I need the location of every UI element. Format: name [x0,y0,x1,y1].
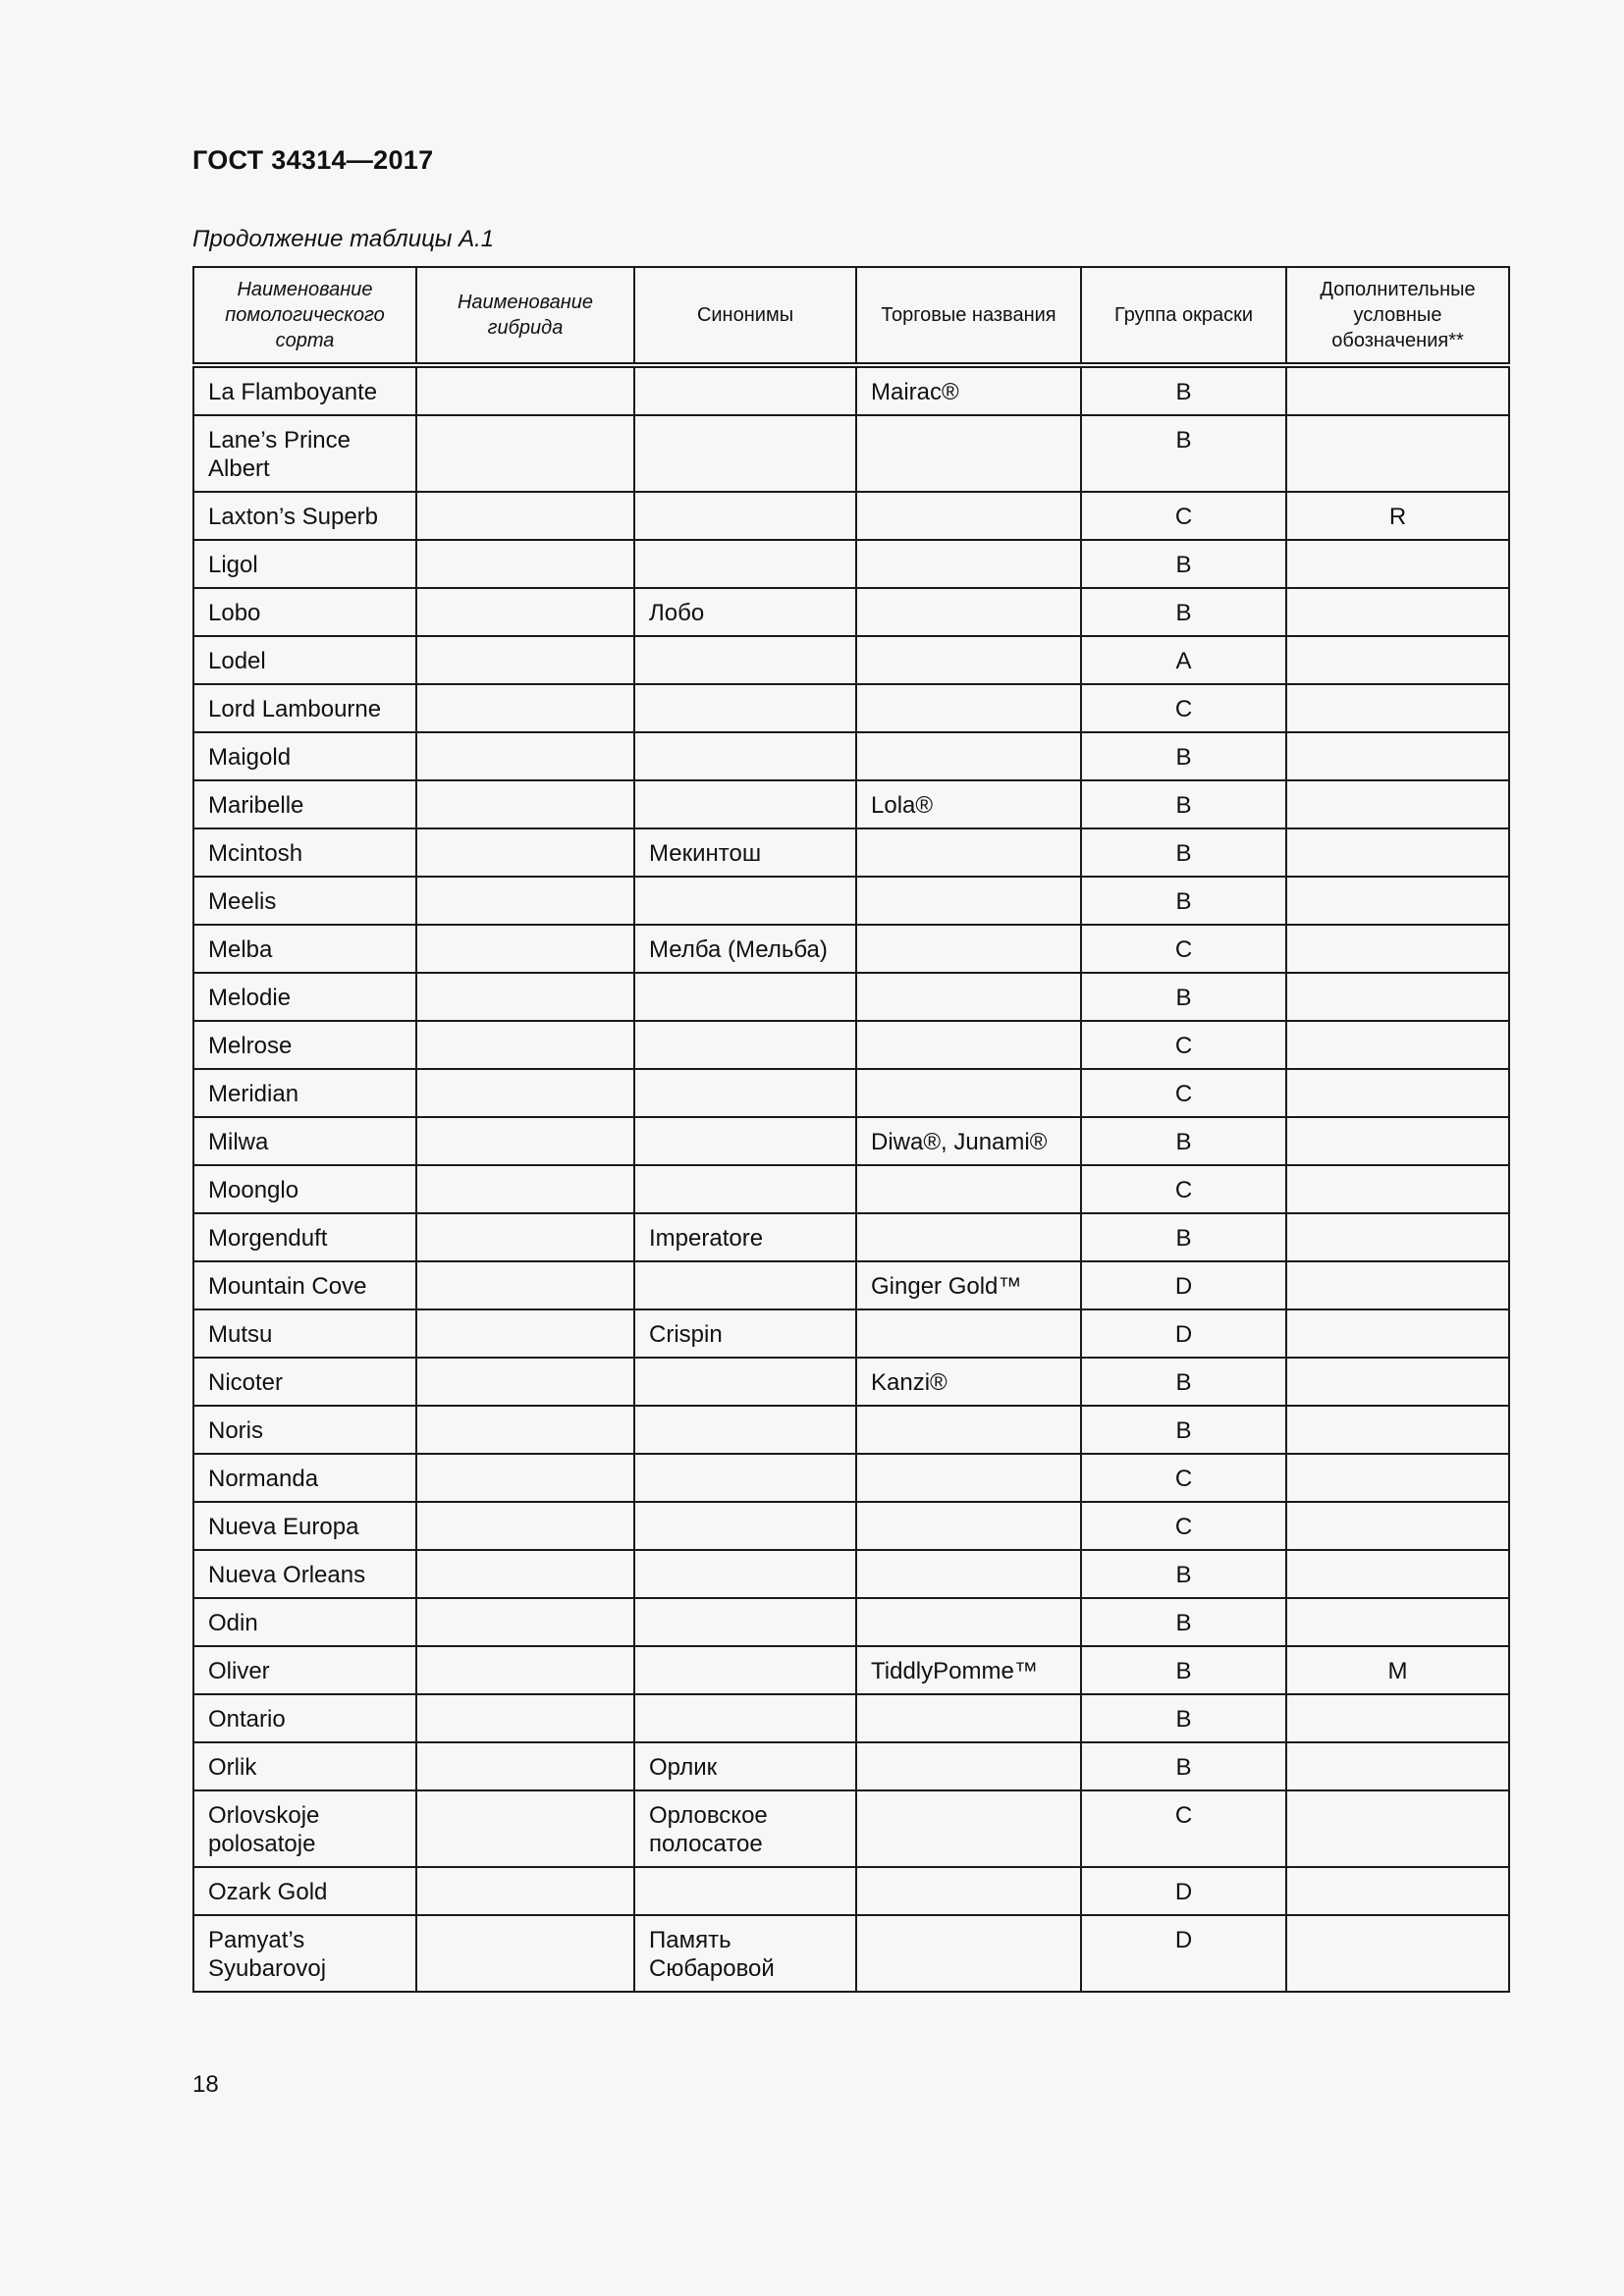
cell-synonyms [634,973,856,1021]
cell-trade-names [856,1213,1081,1261]
cell-variety: Laxton’s Superb [193,492,416,540]
column-header-trade-names: Торговые названия [856,267,1081,365]
table-row [193,1165,1509,1213]
table-row [193,540,1509,588]
cell-hybrid [416,780,634,828]
table-row [193,780,1509,828]
cell-hybrid [416,540,634,588]
cell-color-group: B [1081,1646,1286,1694]
cell-additional [1286,1598,1509,1646]
table-row [193,732,1509,780]
cell-additional [1286,684,1509,732]
cell-variety: Melba [193,925,416,973]
table-row [193,1694,1509,1742]
cell-additional [1286,732,1509,780]
cell-color-group: C [1081,1165,1286,1213]
cell-color-group: B [1081,828,1286,877]
cell-color-group: C [1081,925,1286,973]
cell-variety: Mcintosh [193,828,416,877]
cell-hybrid [416,365,634,415]
cell-additional [1286,1358,1509,1406]
column-header-hybrid-name: Наименование гибрида [416,267,634,365]
cell-synonyms [634,1646,856,1694]
column-header-pomological-variety: Наименование помологического сорта [193,267,416,365]
cell-trade-names [856,877,1081,925]
cell-variety: Lord Lambourne [193,684,416,732]
cell-additional [1286,1502,1509,1550]
cell-hybrid [416,588,634,636]
cell-trade-names [856,925,1081,973]
varieties-table [192,266,1510,1993]
cell-trade-names [856,684,1081,732]
cell-variety: Morgenduft [193,1213,416,1261]
cell-hybrid [416,1069,634,1117]
table-header-row [193,267,1509,365]
cell-trade-names [856,1550,1081,1598]
cell-variety: Meelis [193,877,416,925]
cell-trade-names [856,1915,1081,1992]
cell-color-group: B [1081,1117,1286,1165]
cell-variety: Moonglo [193,1165,416,1213]
cell-additional [1286,1867,1509,1915]
table-caption: Продолжение таблицы А.1 [192,226,495,252]
cell-color-group: A [1081,636,1286,684]
table-row [193,365,1509,415]
cell-color-group: B [1081,1406,1286,1454]
cell-variety: Maigold [193,732,416,780]
cell-synonyms [634,684,856,732]
cell-trade-names [856,1165,1081,1213]
cell-hybrid [416,1261,634,1309]
cell-additional [1286,1309,1509,1358]
cell-additional [1286,588,1509,636]
cell-hybrid [416,973,634,1021]
table-row [193,1915,1509,1992]
column-header-additional-notation: Дополнительные условные обозначения** [1286,267,1509,365]
cell-additional [1286,415,1509,492]
cell-trade-names [856,492,1081,540]
table-row [193,1213,1509,1261]
cell-synonyms [634,1358,856,1406]
cell-color-group: C [1081,1454,1286,1502]
cell-hybrid [416,415,634,492]
page-number: 18 [192,2071,219,2098]
cell-trade-names [856,1867,1081,1915]
cell-color-group: C [1081,1021,1286,1069]
cell-additional [1286,828,1509,877]
cell-color-group: D [1081,1309,1286,1358]
cell-synonyms [634,1406,856,1454]
table-row [193,1261,1509,1309]
cell-synonyms [634,1021,856,1069]
cell-color-group: B [1081,1694,1286,1742]
cell-trade-names: TiddlyPomme™ [856,1646,1081,1694]
cell-additional [1286,973,1509,1021]
cell-additional [1286,1165,1509,1213]
cell-color-group: C [1081,1069,1286,1117]
cell-trade-names [856,1069,1081,1117]
cell-hybrid [416,1406,634,1454]
cell-synonyms: Память Сюбаровой [634,1915,856,1992]
cell-trade-names [856,973,1081,1021]
table-row [193,1502,1509,1550]
cell-color-group: D [1081,1915,1286,1992]
cell-synonyms: Crispin [634,1309,856,1358]
cell-variety: Milwa [193,1117,416,1165]
cell-additional [1286,1069,1509,1117]
cell-variety: Nicoter [193,1358,416,1406]
cell-hybrid [416,1117,634,1165]
cell-trade-names [856,1694,1081,1742]
cell-additional [1286,1261,1509,1309]
table-row [193,492,1509,540]
cell-hybrid [416,1502,634,1550]
table-row [193,925,1509,973]
cell-additional [1286,365,1509,415]
cell-variety: Pamyat’s Syubarovoj [193,1915,416,1992]
table-row [193,588,1509,636]
cell-variety: La Flamboyante [193,365,416,415]
cell-variety: Lane’s Prince Albert [193,415,416,492]
cell-synonyms [634,1502,856,1550]
cell-hybrid [416,1309,634,1358]
cell-variety: Ligol [193,540,416,588]
cell-additional [1286,1694,1509,1742]
cell-hybrid [416,925,634,973]
cell-synonyms [634,1117,856,1165]
table-row [193,973,1509,1021]
table-row [193,1117,1509,1165]
cell-synonyms [634,1694,856,1742]
cell-hybrid [416,1694,634,1742]
cell-synonyms: Орлик [634,1742,856,1790]
cell-trade-names: Ginger Gold™ [856,1261,1081,1309]
cell-trade-names [856,1502,1081,1550]
cell-trade-names [856,828,1081,877]
cell-hybrid [416,1790,634,1867]
cell-hybrid [416,1213,634,1261]
cell-hybrid [416,877,634,925]
table-row [193,1069,1509,1117]
cell-trade-names [856,1742,1081,1790]
cell-color-group: B [1081,365,1286,415]
cell-trade-names [856,1021,1081,1069]
cell-additional [1286,540,1509,588]
cell-hybrid [416,636,634,684]
cell-color-group: D [1081,1867,1286,1915]
cell-trade-names [856,540,1081,588]
cell-variety: Normanda [193,1454,416,1502]
cell-hybrid [416,1454,634,1502]
cell-trade-names [856,415,1081,492]
cell-variety: Melodie [193,973,416,1021]
cell-additional [1286,1406,1509,1454]
table-row [193,1406,1509,1454]
table-row [193,1309,1509,1358]
cell-hybrid [416,1915,634,1992]
cell-synonyms [634,1069,856,1117]
cell-variety: Nueva Europa [193,1502,416,1550]
table-row [193,1550,1509,1598]
cell-additional [1286,1790,1509,1867]
cell-trade-names [856,732,1081,780]
cell-variety: Oliver [193,1646,416,1694]
cell-synonyms [634,415,856,492]
table-row [193,1454,1509,1502]
cell-variety: Melrose [193,1021,416,1069]
cell-hybrid [416,1550,634,1598]
cell-variety: Maribelle [193,780,416,828]
cell-color-group: B [1081,1213,1286,1261]
cell-synonyms [634,877,856,925]
table-row [193,1021,1509,1069]
table-row [193,684,1509,732]
cell-variety: Meridian [193,1069,416,1117]
cell-synonyms [634,636,856,684]
table-row [193,877,1509,925]
cell-variety: Orlik [193,1742,416,1790]
cell-additional [1286,780,1509,828]
cell-synonyms [634,780,856,828]
cell-hybrid [416,684,634,732]
cell-color-group: B [1081,588,1286,636]
cell-synonyms [634,1598,856,1646]
table-row [193,1598,1509,1646]
table-row [193,828,1509,877]
cell-trade-names [856,1454,1081,1502]
cell-color-group: B [1081,780,1286,828]
cell-trade-names [856,1598,1081,1646]
cell-hybrid [416,1867,634,1915]
cell-color-group: B [1081,540,1286,588]
cell-variety: Mutsu [193,1309,416,1358]
column-header-synonyms: Синонимы [634,267,856,365]
cell-color-group: C [1081,1790,1286,1867]
cell-hybrid [416,1165,634,1213]
cell-additional [1286,1213,1509,1261]
cell-color-group: B [1081,1742,1286,1790]
cell-color-group: B [1081,973,1286,1021]
table-body [193,365,1509,1992]
table-row [193,1358,1509,1406]
cell-variety: Lobo [193,588,416,636]
cell-additional [1286,1454,1509,1502]
table-row [193,1790,1509,1867]
cell-trade-names: Lola® [856,780,1081,828]
table-row [193,1742,1509,1790]
cell-synonyms [634,1165,856,1213]
cell-trade-names [856,1790,1081,1867]
cell-trade-names: Kanzi® [856,1358,1081,1406]
cell-additional [1286,1742,1509,1790]
cell-color-group: B [1081,415,1286,492]
cell-color-group: B [1081,877,1286,925]
cell-trade-names [856,1406,1081,1454]
cell-trade-names: Diwa®, Junami® [856,1117,1081,1165]
cell-additional [1286,1915,1509,1992]
cell-synonyms [634,1867,856,1915]
cell-synonyms [634,540,856,588]
table-row [193,1867,1509,1915]
cell-color-group: C [1081,492,1286,540]
table-row [193,415,1509,492]
cell-synonyms [634,1261,856,1309]
cell-additional [1286,877,1509,925]
cell-synonyms: Мекинтош [634,828,856,877]
cell-additional [1286,1021,1509,1069]
cell-variety: Orlovskoje polosatoje [193,1790,416,1867]
cell-color-group: B [1081,1550,1286,1598]
cell-synonyms [634,365,856,415]
cell-synonyms [634,732,856,780]
cell-additional [1286,1550,1509,1598]
cell-variety: Lodel [193,636,416,684]
cell-synonyms: Орловское полосатое [634,1790,856,1867]
cell-color-group: C [1081,684,1286,732]
cell-additional [1286,636,1509,684]
cell-trade-names [856,588,1081,636]
cell-hybrid [416,1021,634,1069]
cell-variety: Ozark Gold [193,1867,416,1915]
cell-variety: Mountain Cove [193,1261,416,1309]
cell-trade-names: Mairac® [856,365,1081,415]
cell-hybrid [416,828,634,877]
cell-synonyms [634,1550,856,1598]
cell-hybrid [416,1742,634,1790]
cell-variety: Odin [193,1598,416,1646]
cell-variety: Ontario [193,1694,416,1742]
cell-color-group: B [1081,732,1286,780]
cell-additional: M [1286,1646,1509,1694]
cell-color-group: B [1081,1358,1286,1406]
cell-hybrid [416,1646,634,1694]
table-row [193,1646,1509,1694]
cell-additional: R [1286,492,1509,540]
cell-color-group: C [1081,1502,1286,1550]
cell-synonyms: Мелба (Мельба) [634,925,856,973]
document-header: ГОСТ 34314—2017 [192,145,434,175]
cell-hybrid [416,1598,634,1646]
cell-synonyms: Imperatore [634,1213,856,1261]
cell-hybrid [416,732,634,780]
cell-color-group: B [1081,1598,1286,1646]
cell-variety: Nueva Orleans [193,1550,416,1598]
column-header-color-group: Группа окраски [1081,267,1286,365]
cell-synonyms [634,1454,856,1502]
cell-synonyms [634,492,856,540]
cell-trade-names [856,636,1081,684]
cell-additional [1286,925,1509,973]
cell-trade-names [856,1309,1081,1358]
table-row [193,636,1509,684]
cell-hybrid [416,492,634,540]
cell-hybrid [416,1358,634,1406]
cell-synonyms: Лобо [634,588,856,636]
cell-additional [1286,1117,1509,1165]
cell-variety: Noris [193,1406,416,1454]
cell-color-group: D [1081,1261,1286,1309]
